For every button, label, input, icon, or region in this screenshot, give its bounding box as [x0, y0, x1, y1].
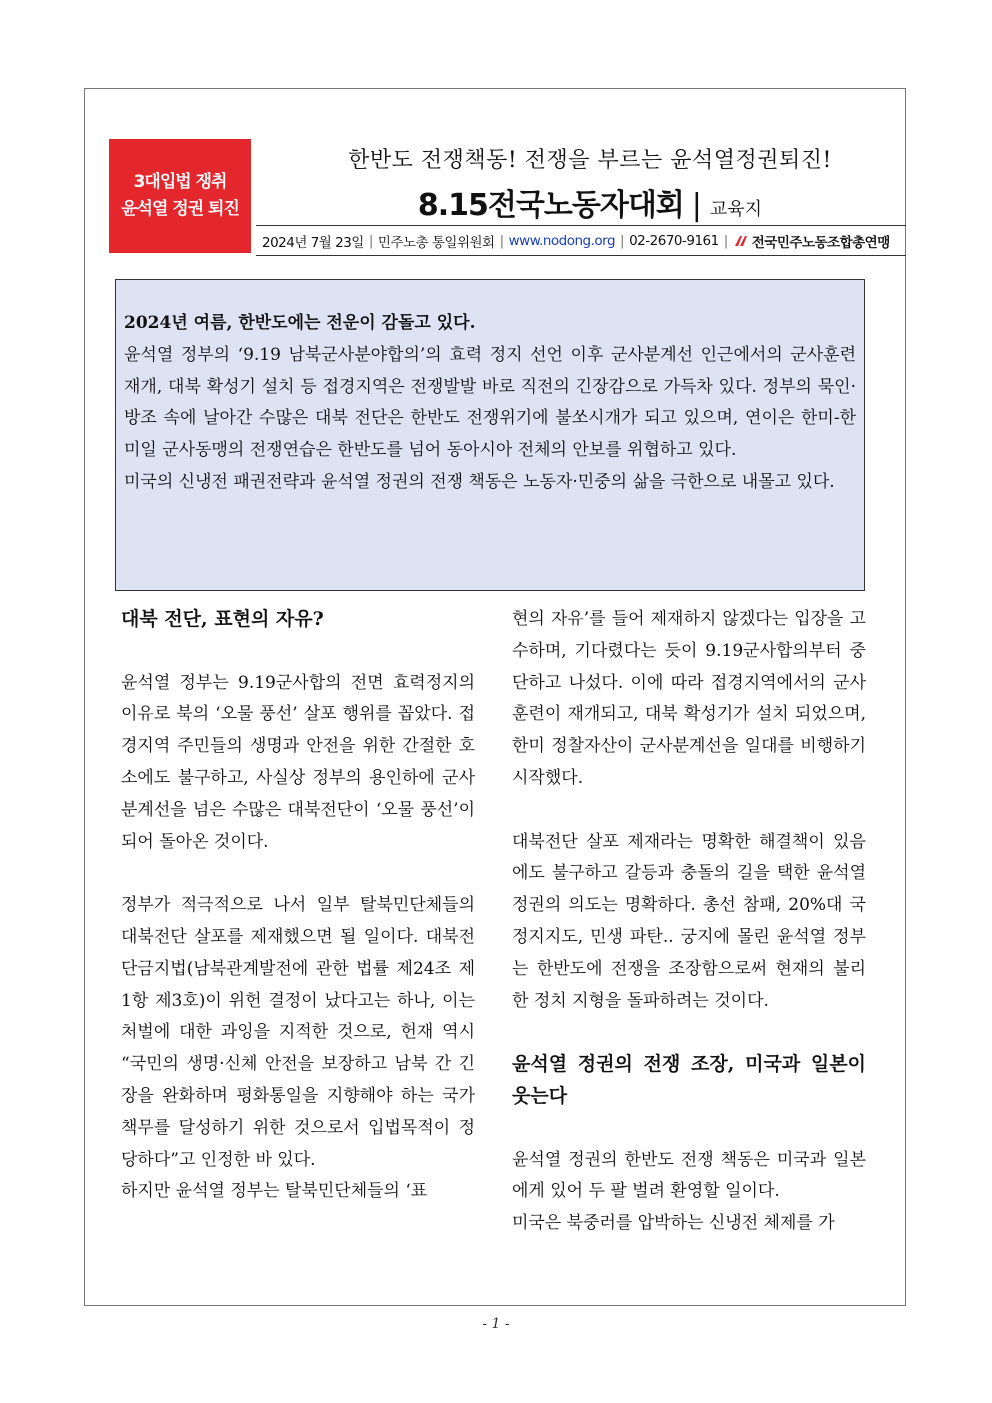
intro-title: 2024년 여름, 한반도에는 전운이 감돌고 있다. — [124, 313, 476, 333]
issue-date: 2024년 7월 23일 — [262, 235, 364, 251]
title-row — [270, 180, 910, 224]
body-paragraph: 미국은 북중러를 압박하는 신냉전 체제를 가 — [512, 1213, 835, 1234]
org-name-text: 전국민주노동조합총연맹 — [751, 235, 890, 251]
right-column — [512, 604, 866, 1240]
committee-name: 민주노총 통일위원회 — [377, 235, 495, 251]
info-bar — [262, 229, 906, 253]
slogan-badge — [109, 139, 251, 253]
badge-line-2: 윤석열 정권 퇴진 — [121, 199, 239, 219]
body-paragraph: 정부가 적극적으로 나서 일부 탈북민단체들의 대북전단 살포를 제재했으면 될 일이다. 대북전단금지법(남북관계발전에 관한 법률 제24조 제1항 제3호)이 위헌 결정이 났다고는 하나, 이는 처벌에 대한 과잉을 지적한 것으로, 헌재 역시 “국민의 생명·신체 안전을 보장하고 남북 간 긴장을 완화하며 평화통일을 지향해야 하는 국가 책무를 달성하기 위한 것으로서 입법목적이 정당하다”고 인정한 바 있다. — [121, 895, 475, 1170]
intro-box — [115, 279, 865, 591]
page-number: - 1 - — [482, 1316, 510, 1332]
body-paragraph: 현의 자유’를 들어 제재하지 않겠다는 입장을 고수하며, 기다렸다는 듯이 9.19군사합의부터 중단하고 나섰다. 이에 따라 접경지역에서의 군사 훈련이 재개되고, 대북 확성기가 설치 되었으며, 한미 정찰자산이 군사분계선을 일대를 비행하기 시작했다. — [512, 609, 866, 788]
intro-paragraph: 윤석열 정부의 ‘9.19 남북군사분야합의’의 효력 정지 선언 이후 군사분계선 인근에서의 군사훈련 재개, 대북 확성기 설치 등 접경지역은 전쟁발발 바로 직전의 긴장감으로 가득차 있다. 정부의 묵인·방조 속에 날아간 수많은 대북 전단은 한반도 전쟁위기에 불쏘시개가 되고 있으며, 연이은 한미-한미일 군사동맹의 전쟁연습은 한반도를 넘어 동아시아 전체의 안보를 위협하고 있다. — [124, 344, 856, 461]
info-separator: | — [368, 233, 373, 249]
body-paragraph: 하지만 윤석열 정부는 탈북민단체들의 ‘표 — [121, 1181, 428, 1202]
spacer — [121, 636, 475, 668]
page-subtitle: 교육지 — [709, 199, 763, 220]
header-rule-top — [256, 225, 906, 226]
section-heading: 대북 전단, 표현의 자유? — [121, 608, 324, 630]
spacer — [121, 858, 475, 890]
spacer — [512, 795, 866, 827]
phone-number: 02-2670-9161 — [629, 233, 719, 249]
badge-line-1: 3대입법 쟁취 — [133, 172, 227, 192]
body-paragraph: 대북전단 살포 제재라는 명확한 해결책이 있음에도 불구하고 갈등과 충돌의 길을 택한 윤석열 정권의 의도는 명확하다. 총선 참패, 20%대 국정지지도, 민생 파탄.. 궁지에 몰린 윤석열 정부는 한반도에 전쟁을 조장함으로써 현재의 불리한 정치 지형을 돌파하려는 것이다. — [512, 831, 866, 1011]
info-separator: | — [499, 233, 504, 249]
header-rule-bottom — [256, 255, 906, 256]
org-name — [733, 231, 890, 251]
body-paragraph: 윤석열 정부는 9.19군사합의 전면 효력정지의 이유로 북의 ‘오물 풍선’ 살포 행위를 꼽았다. 접경지역 주민들의 생명과 안전을 위한 간절한 호소에도 불구하고, 사실상 정부의 용인하에 군사분계선을 넘은 수많은 대북전단이 ‘오물 풍선’이 되어 돌아온 것이다. — [121, 672, 475, 852]
headline: 한반도 전쟁책동! 전쟁을 부르는 윤석열정권퇴진! — [348, 148, 832, 173]
spacer — [512, 1017, 866, 1049]
spacer — [512, 1113, 866, 1145]
page-title: 8.15전국노동자대회 — [417, 188, 684, 223]
title-separator: | — [691, 188, 702, 223]
kctu-logo-icon — [733, 234, 749, 248]
info-separator: | — [620, 233, 625, 249]
section-heading: 윤석열 정권의 전쟁 조장, 미국과 일본이 웃는다 — [512, 1053, 866, 1107]
left-column — [121, 604, 475, 1208]
website-link[interactable]: www.nodong.org — [508, 233, 616, 249]
info-separator: | — [723, 233, 728, 249]
intro-paragraph: 미국의 신냉전 패권전략과 윤석열 정권의 전쟁 책동은 노동자·민중의 삶을 극한으로 내몰고 있다. — [124, 471, 835, 492]
body-paragraph: 윤석열 정권의 한반도 전쟁 책동은 미국과 일본에게 있어 두 팔 벌려 환영할 일이다. — [512, 1149, 866, 1202]
